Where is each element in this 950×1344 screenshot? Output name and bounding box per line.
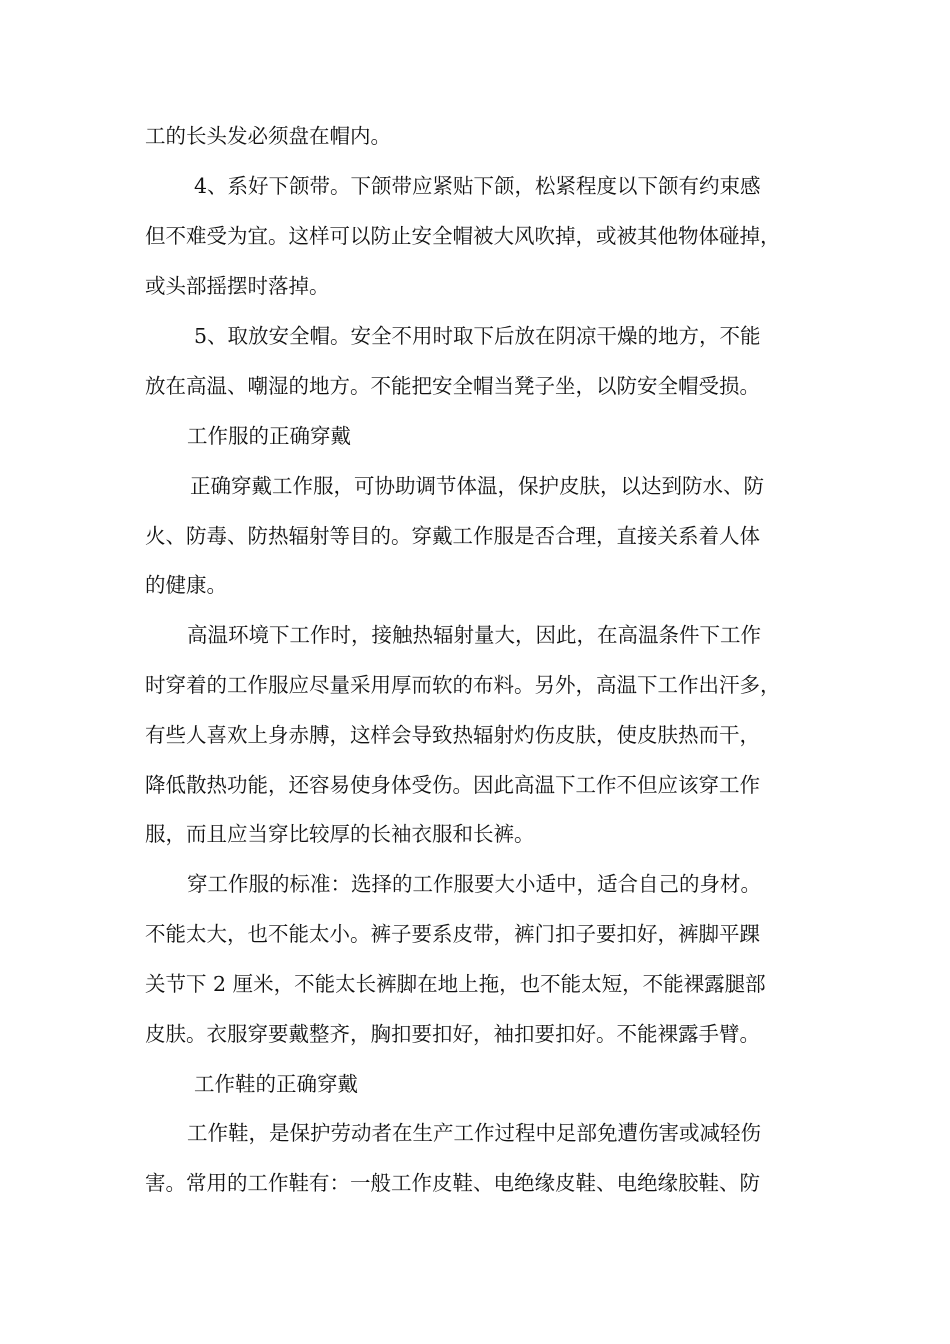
- text-line-6: 放在高温、嘲湿的地方。不能把安全帽当凳子坐，以防安全帽受损。: [145, 374, 760, 398]
- text-line-5: 5、取放安全帽。安全不用时取下后放在阴凉干燥的地方，不能: [194, 324, 761, 348]
- text-line-19: 皮肤。衣服穿要戴整齐，胸扣要扣好，袖扣要扣好。不能裸露手臂。: [145, 1022, 760, 1046]
- text-line-13: 有些人喜欢上身赤膊，这样会导致热辐射灼伤皮肤，使皮肤热而干，: [145, 723, 760, 747]
- text-line-18: 关节下 2 厘米，不能太长裤脚在地上拖，也不能太短，不能裸露腿部: [145, 972, 766, 996]
- text-line-9: 火、防毒、防热辐射等目的。穿戴工作服是否合理，直接关系着人体: [145, 524, 760, 548]
- text-line-22: 害。常用的工作鞋有：一般工作皮鞋、电绝缘皮鞋、电绝缘胶鞋、防: [145, 1171, 760, 1195]
- section-heading-work-shoes: 工作鞋的正确穿戴: [194, 1072, 358, 1096]
- text-line-15: 服，而且应当穿比较厚的长袖衣服和长裤。: [145, 822, 535, 846]
- text-line-11: 高温环境下工作时，接触热辐射量大，因此，在高温条件下工作: [187, 623, 761, 647]
- text-line-14: 降低散热功能，还容易使身体受伤。因此高温下工作不但应该穿工作: [145, 773, 760, 797]
- text-line-10: 的健康。: [145, 573, 227, 597]
- text-line-12: 时穿着的工作服应尽量采用厚而软的布料。另外，高温下工作出汗多，: [145, 673, 781, 697]
- section-heading-work-clothes: 工作服的正确穿戴: [187, 424, 351, 448]
- text-line-16: 穿工作服的标准：选择的工作服要大小适中，适合自己的身材。: [187, 872, 761, 896]
- text-line-17: 不能太大，也不能太小。裤子要系皮带，裤门扣子要扣好，裤脚平踝: [145, 922, 760, 946]
- text-line-4: 或头部摇摆时落掉。: [145, 274, 330, 298]
- text-line-3: 但不难受为宜。这样可以防止安全帽被大风吹掉，或被其他物体碰掉，: [145, 224, 781, 248]
- text-line-2: 4、系好下颌带。下颌带应紧贴下颌，松紧程度以下颌有约束感: [194, 174, 761, 198]
- text-line-8: 正确穿戴工作服，可协助调节体温，保护皮肤，以达到防水、防: [190, 474, 764, 498]
- text-line-21: 工作鞋，是保护劳动者在生产工作过程中足部免遭伤害或减轻伤: [187, 1121, 761, 1145]
- text-line-1: 工的长头发必须盘在帽内。: [145, 124, 391, 148]
